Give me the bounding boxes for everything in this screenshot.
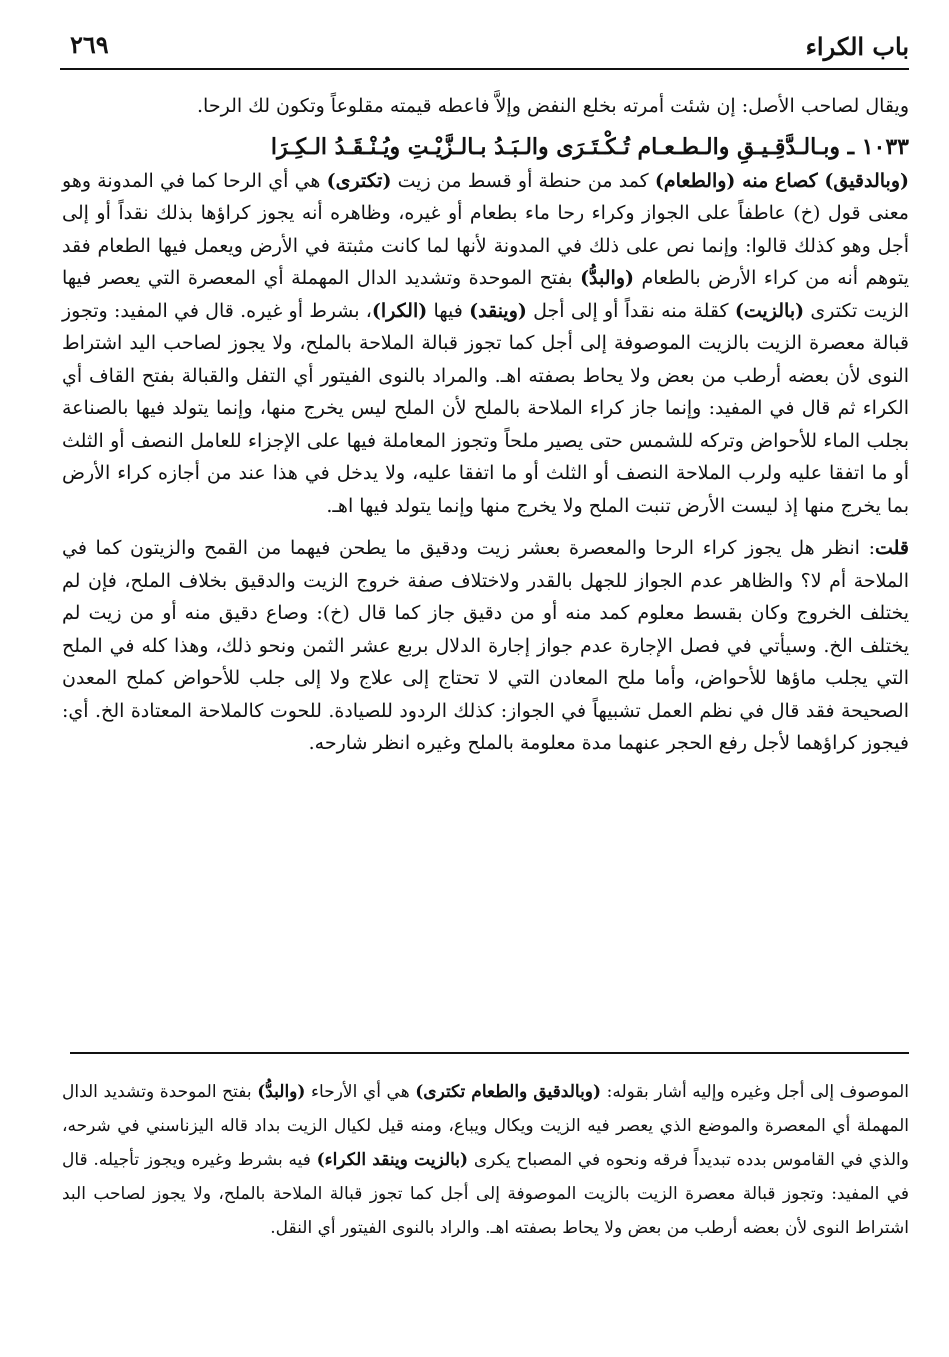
footnote-text: الموصوف إلى أجل وغيره وإليه أشار بقوله:: [601, 1082, 909, 1102]
verse-line: ١٠٣٣ ـ وبـالـدَّقِـيـقِ والـطـعـام تُـكْـتَـرَى والـبَـدُ بـالـزَّيْـتِ ويُـنْـقَـدُ الـكِـرَا: [270, 133, 909, 160]
commentary-term: (بالزيت): [734, 299, 805, 322]
commentary-term: (الكرا): [371, 299, 428, 322]
footnote-text: هي أي الأرحاء: [305, 1082, 416, 1102]
chapter-title: باب الكراء: [805, 32, 909, 61]
commentary-term: (تكترى): [326, 169, 392, 192]
page-header: [60, 28, 909, 70]
commentary-term: (والبدُّ): [580, 267, 634, 289]
note-text: : انظر هل يجوز كراء الرحا والمعصرة بعشر زيت ودقيق ما يطحن فيهما من القمح والزيتون كما في الملاحة أم لا؟ والظاهر عدم الجواز للجهل بالقدر ولاختلاف صفة خروج الزيت والدقيق بخلاف الملح، فإن لم يختلف الخروج وكان بقسط معلوم كمد منه أو من دقيق جاز كما قال (خ): وصاع دقيق منه أو من زيت لم يختلف الخ. وسيأتي في فصل الإجارة عدم جواز إجارة الدلال بربع عشر الثمن ونحو ذلك، وهذا كله في الملح التي يجلب ماؤها للأحواض، وأما ملح المعادن التي لا تحتاج إلى علاج ولا إلى جلب للأحواض كملح المعدن الصحيحة فقد قال في نظم العمل تشبيهاً في الجواز: كذلك الردود للصيادة. للحوت كالملاحة المعتادة الخ. أي: فيجوز كراؤهما لأجل رفع الحجر عنهما مدة معلومة بالملح وغيره انظر شارحه.: [62, 537, 909, 754]
commentary-term: (والطعام): [654, 169, 736, 192]
intro-paragraph: ويقال لصاحب الأصل: إن شئت أمرته بخلع النفض وإلاَّ فاعطه قيمته مقلوعاً وتكون لك الرحا.: [197, 95, 909, 117]
commentary-term: (وبالدقيق) كصاع منه: [735, 169, 910, 192]
commentary-text: ، بشرط أو غيره. قال في المفيد: وتجوز قبالة معصرة الزيت بالزيت الموصوفة إلى أجل كما تجوز قبالة الملاحة بالملح، ولا يجوز لصاحب اليد اشتراط النوى لأن بعضه أرطب من بعض ولا يحاط بصفته اهـ. والمراد بالنوى الفيتور أي التفل والقبالة بفتح القاف أي الكراء ثم قال في المفيد: وإنما جاز كراء الملاحة بالملح لأن الملح ليس يخرج منها، وإنما يتولد فيها بالصناعة بجلب الماء للأحواض وتركه للشمس حتى يصير ملحاً وتجوز المعاملة فيها على الإجزاء للعامل النصف أو الثلث أو ما اتفقا عليه ولرب الملاحة النصف أو الثلث أو ما اتفقا عليه، ولا يدخل في هذا عند من أجازه كراء الأرض بما يخرج منها إذ ليست الأرض تنبت الملح ولا يخرج منها وإنما يتولد فيها اهـ.: [62, 299, 909, 517]
footnote-divider: [70, 1052, 909, 1054]
note-paragraph: [62, 532, 909, 760]
page-number: ٢٦٩: [70, 30, 109, 59]
footnote-term: (وبالدقيق والطعام تكترى): [415, 1082, 602, 1102]
commentary-term: (وينقد): [469, 299, 527, 322]
footnote: [62, 1075, 909, 1245]
footnote-text: بفتح الموحدة وتشديد الدال المهملة أي المعصرة والموضع الذي يعصر فيه الزيت ويكال ويباع، ومنه قيل لكيال الزيت بداد قاله اليزناسني في شرحه، والذي في القاموس بدده تبديداً فرقه ونحوه في المصباح يكرى: [62, 1082, 909, 1170]
commentary-text: كقلة منه نقداً أو إلى أجل: [526, 299, 735, 322]
paragraph-gap: [62, 522, 909, 532]
commentary-text: فيها: [427, 299, 470, 322]
commentary-text: بفتح الموحدة وتشديد الدال المهملة أي المعصرة التي يعصر فيها الزيت تكترى: [62, 267, 910, 322]
main-text: [62, 90, 909, 760]
footnote-text: فيه بشرط وغيره ويجوز تأجيله. قال في المفيد: وتجوز قبالة معصرة الزيت بالزيت الموصوفة إلى أجل كما تجوز قبالة الملاحة بالملح، ولا يجوز لصاحب البد اشتراط النوى لأن بعضه أرطب من بعض ولا يحاط بصفته اهـ. والراد بالنوى الفيتور أي النقل.: [62, 1150, 909, 1238]
footnote-term: (بالزيت وينقد الكراء): [316, 1150, 469, 1170]
footnote-paragraph: [62, 1075, 909, 1245]
footnote-term: (والبدُّ): [257, 1082, 306, 1102]
commentary-text: كمد من حنطة أو قسط من زيت: [391, 169, 655, 192]
note-lead: قلت: [874, 537, 909, 559]
commentary-text: هي أي الرحا كما في المدونة وهو معنى قول (خ) عاطفاً على الجواز وكراء رحا ماء بطعام أو غيره، وظاهره أنه يجوز كراؤها بذلك نقداً أو إلى أجل وهو كذلك قالوا: وإنما نص على ذلك في المدونة لأنها لما كانت مثبتة في الأرض ويعمل فيها الطعام فقد يتوهم أنه من كراء الأرض بالطعام: [62, 169, 909, 289]
commentary-paragraph: [62, 165, 909, 523]
